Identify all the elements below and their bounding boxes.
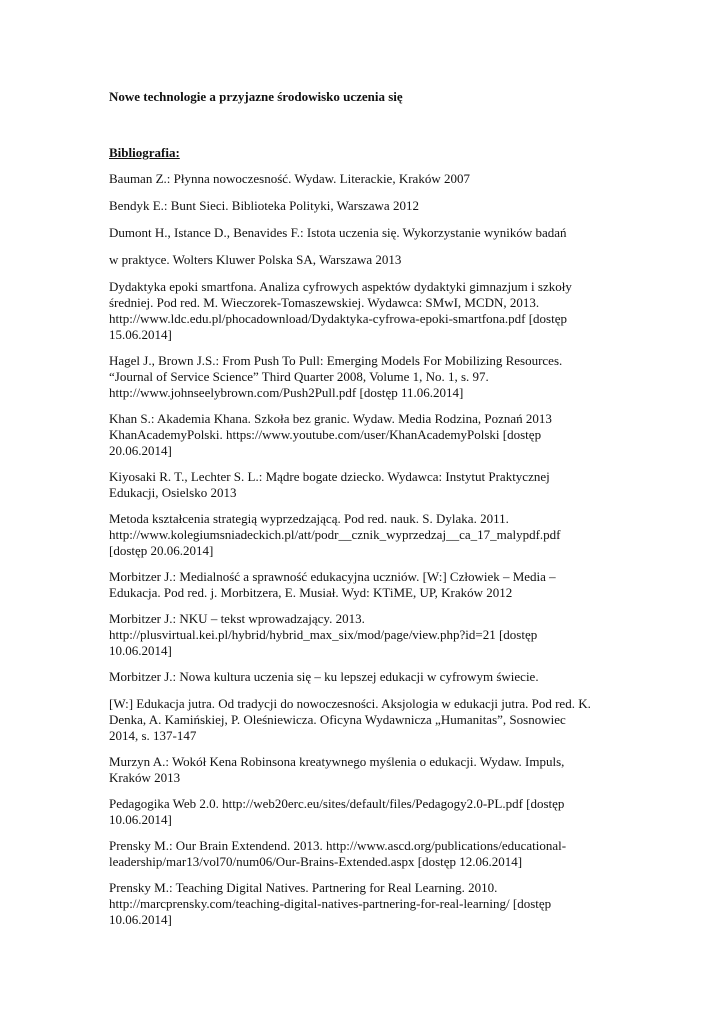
bibliography-entry (109, 511, 619, 559)
document-title: Nowe technologie a przyjazne środowisko uczenia się (109, 89, 403, 104)
bibliography-entry-line: 20.06.2014] (109, 443, 172, 458)
bibliography-entry-line: 15.06.2014] (109, 327, 172, 342)
bibliography-entry-line: [dostęp 20.06.2014] (109, 543, 214, 558)
bibliography-entry-line: leadership/mar13/vol70/num06/Our-Brains-Extended.aspx [dostęp 12.06.2014] (109, 854, 523, 869)
bibliography-entry (109, 353, 619, 401)
bibliography-entry (109, 569, 619, 601)
bibliography-entry (109, 198, 619, 214)
bibliography-entry (109, 171, 619, 187)
bibliography-entry (109, 796, 619, 828)
bibliography-entry (109, 225, 619, 241)
bibliography-entry-line: Pedagogika Web 2.0. http://web20erc.eu/sites/default/files/Pedagogy2.0-PL.pdf [dostęp (109, 796, 565, 811)
bibliography-entry-line: 2014, s. 137-147 (109, 728, 197, 743)
bibliography-entry-line: Metoda kształcenia strategią wyprzedzającą. Pod red. nauk. S. Dylaka. 2011. (109, 511, 509, 526)
bibliography-entry-line: Dumont H., Istance D., Benavides F.: Istota uczenia się. Wykorzystanie wyników badań (109, 225, 567, 240)
bibliography-list (109, 171, 619, 938)
bibliography-entry-line: Edukacji, Osielsko 2013 (109, 485, 237, 500)
bibliography-entry (109, 252, 619, 268)
bibliography-entry-line: Khan S.: Akademia Khana. Szkoła bez granic. Wydaw. Media Rodzina, Poznań 2013 (109, 411, 552, 426)
bibliography-entry-line: 10.06.2014] (109, 812, 172, 827)
bibliography-heading: Bibliografia: (109, 145, 180, 160)
bibliography-entry-line: 10.06.2014] (109, 912, 172, 927)
bibliography-entry-line: “Journal of Service Science” Third Quarter 2008, Volume 1, No. 1, s. 97. (109, 369, 489, 384)
bibliography-entry-line: Hagel J., Brown J.S.: From Push To Pull: Emerging Models For Mobilizing Resources. (109, 353, 563, 368)
bibliography-entry (109, 411, 619, 459)
bibliography-entry-line: http://www.ldc.edu.pl/phocadownload/Dydaktyka-cyfrowa-epoki-smartfona.pdf [dostęp (109, 311, 568, 326)
bibliography-entry-line: [W:] Edukacja jutra. Od tradycji do nowoczesności. Aksjologia w edukacji jutra. Pod red. K. (109, 696, 591, 711)
bibliography-entry (109, 696, 619, 744)
bibliography-entry-line: 10.06.2014] (109, 643, 172, 658)
bibliography-entry-line: http://plusvirtual.kei.pl/hybrid/hybrid_max_six/mod/page/view.php?id=21 [dostęp (109, 627, 538, 642)
bibliography-entry-line: Bendyk E.: Bunt Sieci. Biblioteka Polityki, Warszawa 2012 (109, 198, 419, 213)
bibliography-entry-line: http://www.johnseelybrown.com/Push2Pull.pdf [dostęp 11.06.2014] (109, 385, 464, 400)
bibliography-entry-line: w praktyce. Wolters Kluwer Polska SA, Warszawa 2013 (109, 252, 402, 267)
bibliography-entry-line: Prensky M.: Our Brain Extendend. 2013. http://www.ascd.org/publications/educational- (109, 838, 567, 853)
bibliography-entry-line: Kiyosaki R. T., Lechter S. L.: Mądre bogate dziecko. Wydawca: Instytut Praktycznej (109, 469, 550, 484)
bibliography-entry (109, 469, 619, 501)
bibliography-entry-line: Murzyn A.: Wokół Kena Robinsona kreatywnego myślenia o edukacji. Wydaw. Impuls, (109, 754, 565, 769)
bibliography-entry-line: Kraków 2013 (109, 770, 181, 785)
bibliography-entry-line: KhanAcademyPolski. https://www.youtube.com/user/KhanAcademyPolski [dostęp (109, 427, 542, 442)
bibliography-entry-line: Denka, A. Kamińskiej, P. Oleśniewicza. Oficyna Wydawnicza „Humanitas”, Sosnowiec (109, 712, 566, 727)
bibliography-entry (109, 669, 619, 685)
bibliography-entry-line: Edukacja. Pod red. j. Morbitzera, E. Musiał. Wyd: KTiME, UP, Kraków 2012 (109, 585, 513, 600)
bibliography-entry (109, 279, 619, 343)
bibliography-entry-line: Prensky M.: Teaching Digital Natives. Partnering for Real Learning. 2010. (109, 880, 498, 895)
bibliography-entry (109, 880, 619, 928)
bibliography-entry-line: Morbitzer J.: Nowa kultura uczenia się – ku lepszej edukacji w cyfrowym świecie. (109, 669, 539, 684)
bibliography-entry-line: http://marcprensky.com/teaching-digital-natives-partnering-for-real-learning/ [dostęp (109, 896, 552, 911)
bibliography-entry (109, 754, 619, 786)
bibliography-entry-line: Morbitzer J.: NKU – tekst wprowadzający. 2013. (109, 611, 365, 626)
bibliography-entry-line: http://www.kolegiumsniadeckich.pl/att/podr__cznik_wyprzedzaj__ca_17_malypdf.pdf (109, 527, 561, 542)
bibliography-entry (109, 611, 619, 659)
bibliography-entry-line: Bauman Z.: Płynna nowoczesność. Wydaw. Literackie, Kraków 2007 (109, 171, 470, 186)
bibliography-entry (109, 838, 619, 870)
bibliography-entry-line: średniej. Pod red. M. Wieczorek-Tomaszewskiej. Wydawca: SMwI, MCDN, 2013. (109, 295, 540, 310)
bibliography-entry-line: Morbitzer J.: Medialność a sprawność edukacyjna uczniów. [W:] Człowiek – Media – (109, 569, 556, 584)
bibliography-entry-line: Dydaktyka epoki smartfona. Analiza cyfrowych aspektów dydaktyki gimnazjum i szkoły (109, 279, 572, 294)
